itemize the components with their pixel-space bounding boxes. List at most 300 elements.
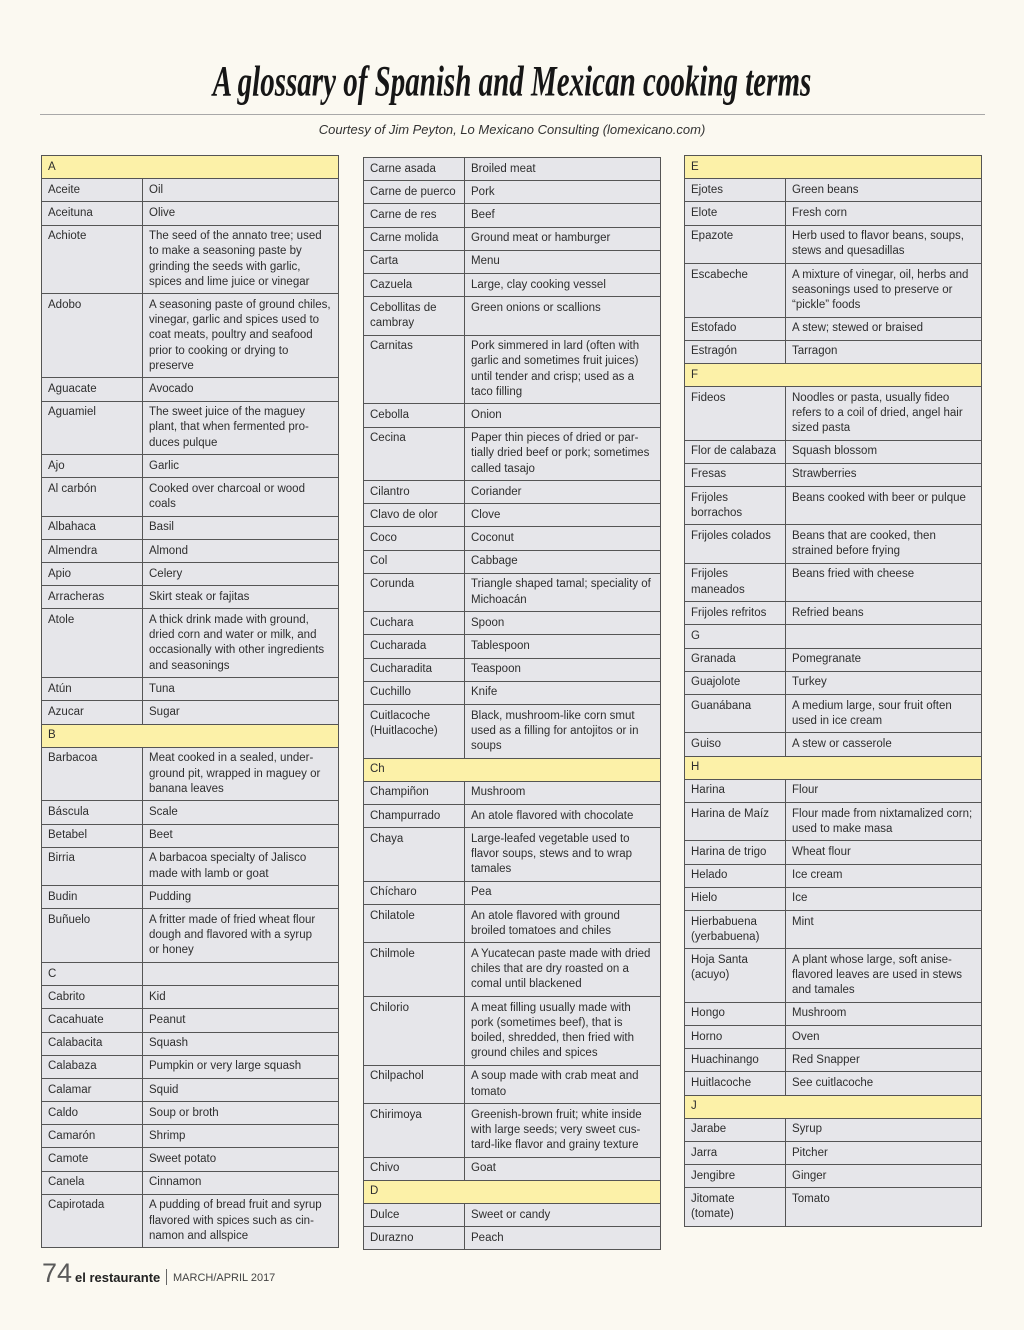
glossary-term: Cucharada [364,635,465,657]
letter-label: Ch [370,763,385,776]
glossary-definition: A medium large, sour fruit often used in ice cream [792,699,952,727]
glossary-term: Helado [685,865,786,887]
glossary-term: Harina de trigo [685,841,786,863]
glossary-row [685,441,981,464]
glossary-term: Hoja Santa (acuyo) [685,949,786,1002]
glossary-row [364,204,660,227]
glossary-definition: Herb used to flavor beans, soups, stews and quesadillas [792,230,964,258]
glossary-row [364,428,660,482]
glossary-row [42,886,338,909]
glossary-term: Chilmole [364,943,465,996]
glossary-row [42,825,338,848]
glossary-definition: An atole flavored with ground broiled tomatoes and chiles [471,909,620,937]
glossary-definition: Cinnamon [149,1176,202,1189]
glossary-term: Fideos [685,387,786,440]
glossary-definition: Mushroom [471,786,526,799]
glossary-row [42,226,338,295]
glossary-definition: Sweet or candy [471,1208,551,1221]
glossary-term: Cabrito [42,986,143,1008]
title-rule [40,114,985,115]
glossary-term: Jitomate (tomate) [685,1188,786,1225]
glossary-definition: Pomegranate [792,653,862,666]
glossary-definition: Pudding [149,890,192,903]
glossary-row [685,226,981,264]
glossary-row [364,574,660,612]
glossary-term: Al carbón [42,478,143,515]
glossary-row [685,341,981,364]
glossary-term: Chilorio [364,997,465,1065]
glossary-definition: Shrimp [149,1129,186,1142]
glossary-definition: A mixture of vinegar, oil, herbs and seasonings used to preserve or “pickle” foods [792,268,969,311]
glossary-definition: Flour [792,784,819,797]
glossary-row [42,678,338,701]
glossary-definition: A soup made with crab meat and tomato [471,1070,639,1098]
glossary-definition: Skirt steak or fajitas [149,590,250,603]
glossary-term: Fresas [685,464,786,486]
glossary-definition: Tomato [792,1192,830,1205]
glossary-definition: A seasoning paste of ground chiles, vinegar, garlic and spices used to coat meats, poultry and seafood prior to cooking or drying to preserve [149,298,331,372]
glossary-column-1 [41,155,339,1248]
glossary-row [364,1104,660,1158]
glossary-definition: A fritter made of fried wheat flour dough and flavored with a syrup or honey [149,913,316,957]
glossary-definition: Onion [471,408,502,421]
glossary-term: Guiso [685,733,786,755]
glossary-term: Aguacate [42,378,143,400]
glossary-row [685,1142,981,1165]
glossary-row [42,701,338,724]
glossary-term: Achiote [42,226,143,294]
glossary-definition: Celery [149,567,183,580]
glossary-definition: A plant whose large, soft anise- flavored leaves are used in stews and tamales [792,953,963,997]
glossary-row [364,805,660,828]
glossary-row [42,294,338,378]
glossary-definition [143,963,338,985]
glossary-row [364,1158,660,1181]
glossary-definition: Pork [471,185,495,198]
glossary-definition: Noodles or pasta, usually fideo refers to a coil of dried, angel hair sized pasta [792,391,963,435]
glossary-row [685,695,981,733]
glossary-row [42,609,338,678]
glossary-row [685,672,981,695]
glossary-term: Estofado [685,318,786,340]
glossary-row [685,780,981,803]
glossary-definition: Broiled meat [471,162,536,175]
glossary-row [364,181,660,204]
glossary-definition: Beans that are cooked, then strained before frying [792,530,936,558]
glossary-definition: Menu [471,255,500,268]
glossary-row [685,1072,981,1095]
glossary-row [364,1066,660,1104]
glossary-term: Jarra [685,1142,786,1164]
glossary-row [42,1056,338,1079]
glossary-row [364,635,660,658]
glossary-row [42,801,338,824]
glossary-term: Carta [364,251,465,273]
glossary-term: Horno [685,1026,786,1048]
glossary-row [685,202,981,225]
glossary-row [364,782,660,805]
glossary-term: Barbacoa [42,748,143,801]
glossary-row [685,179,981,202]
glossary-row [685,625,981,648]
glossary-definition: Soup or broth [149,1106,219,1119]
glossary-term: Guajolote [685,672,786,694]
glossary-definition: A thick drink made with ground, dried corn and water or milk, and occasionally with other ingredients and seasonings [149,614,325,672]
glossary-definition: Coriander [471,485,522,498]
glossary-definition: Basil [149,521,174,534]
glossary-definition: Ice cream [792,869,843,882]
glossary-row [42,517,338,540]
letter-label: E [691,160,699,173]
glossary-term: C [42,963,143,985]
glossary-row [42,986,338,1009]
glossary-term: Carne asada [364,158,465,180]
letter-header [364,1181,660,1204]
glossary-row [364,1204,660,1227]
glossary-definition: Tarragon [792,345,838,358]
glossary-row [42,748,338,802]
glossary-row [364,705,660,759]
glossary-definition: Garlic [149,459,180,472]
glossary-term: Coco [364,527,465,549]
glossary-definition: Squash [149,1037,189,1050]
glossary-term: Carnitas [364,336,465,404]
glossary-definition: Sweet potato [149,1153,217,1166]
glossary-row [42,1009,338,1032]
glossary-row [364,943,660,997]
publication-name: el restaurante [75,1270,161,1285]
glossary-row [364,527,660,550]
glossary-term: G [685,625,786,647]
glossary-row [364,551,660,574]
letter-header [42,156,338,179]
glossary-term: Capirotada [42,1195,143,1248]
letter-header [685,156,981,179]
issue-date: MARCH/APRIL 2017 [173,1272,276,1284]
letter-header [685,757,981,780]
page-number: 74 [42,1258,73,1288]
glossary-definition: Turkey [792,676,827,689]
glossary-definition: Beet [149,829,173,842]
glossary-definition: Teaspoon [471,663,521,676]
letter-label: H [691,761,700,774]
glossary-term: Estragón [685,341,786,363]
glossary-row [42,1172,338,1195]
glossary-row [42,1033,338,1056]
glossary-definition: Oven [792,1030,820,1043]
glossary-definition: Pitcher [792,1146,828,1159]
glossary-row [42,455,338,478]
glossary-row [42,963,338,986]
glossary-row [42,1102,338,1125]
glossary-term: Cacahuate [42,1009,143,1031]
glossary-term: Aceituna [42,202,143,224]
glossary-definition: Peanut [149,1013,186,1026]
glossary-term: Jarabe [685,1119,786,1141]
glossary-definition: Syrup [792,1123,823,1136]
glossary-row [685,1026,981,1049]
glossary-row [364,1227,660,1250]
glossary-term: Frijoles colados [685,525,786,562]
glossary-term: Corunda [364,574,465,611]
glossary-term: Frijoles refritos [685,602,786,624]
glossary-definition: Large-leafed vegetable used to flavor soups, stews and to wrap tamales [471,832,633,876]
glossary-term: Harina de Maíz [685,803,786,840]
glossary-definition: Squash blossom [792,445,878,458]
glossary-term: Chilatole [364,905,465,942]
glossary-row [685,318,981,341]
glossary-term: Calabaza [42,1056,143,1078]
glossary-definition: Flour made from nixtamalized corn; used to make masa [792,807,973,835]
glossary-row [685,525,981,563]
glossary-term: Cuitlacoche (Huitlacoche) [364,705,465,758]
glossary-definition: Green onions or scallions [471,301,601,314]
glossary-term: Camarón [42,1125,143,1147]
glossary-row [42,1148,338,1171]
glossary-term: Huachinango [685,1049,786,1071]
glossary-column-3 [684,155,982,1227]
glossary-definition: Pork simmered in lard (often with garlic and sometimes fruit juices) until tender and crisp; used as a taco filling [471,340,640,398]
glossary-row [685,1049,981,1072]
glossary-row [364,905,660,943]
glossary-definition: Avocado [149,382,194,395]
glossary-definition: Refried beans [792,606,864,619]
glossary-definition: A Yucatecan paste made with dried chiles that are dry roasted on a comal until blackened [471,947,651,991]
glossary-term: Cuchara [364,612,465,634]
glossary-column-2 [363,157,661,1250]
glossary-definition: Kid [149,990,166,1003]
letter-label: F [691,368,699,381]
glossary-term: Epazote [685,226,786,263]
glossary-row [364,274,660,297]
glossary-row [685,1188,981,1226]
glossary-row [685,464,981,487]
letter-header [685,1096,981,1119]
glossary-row [685,865,981,888]
glossary-row [685,841,981,864]
glossary-row [685,487,981,525]
glossary-term: Huitlacoche [685,1072,786,1094]
glossary-definition: An atole flavored with chocolate [471,809,634,822]
glossary-term: Elote [685,202,786,224]
glossary-row [364,297,660,335]
glossary-row [364,682,660,705]
glossary-row [685,1119,981,1142]
letter-label: J [691,1100,697,1113]
glossary-term: Aceite [42,179,143,201]
glossary-term: Calamar [42,1079,143,1101]
glossary-row [685,387,981,441]
glossary-term: Cebollitas de cambray [364,297,465,334]
glossary-term: Calabacita [42,1033,143,1055]
glossary-row [685,602,981,625]
glossary-row [42,478,338,516]
glossary-row [364,404,660,427]
glossary-term: Chícharo [364,882,465,904]
glossary-term: Carne de res [364,204,465,226]
glossary-term: Adobo [42,294,143,377]
glossary-row [42,179,338,202]
glossary-row [42,586,338,609]
glossary-term: Atole [42,609,143,677]
glossary-term: Ejotes [685,179,786,201]
glossary-term: Jengibre [685,1165,786,1187]
glossary-term: Frijoles maneados [685,564,786,601]
glossary-row [364,158,660,181]
glossary-term: Caldo [42,1102,143,1124]
glossary-term: Chaya [364,828,465,881]
glossary-term: Carne molida [364,228,465,250]
glossary-row [42,909,338,963]
glossary-definition: The sweet juice of the maguey plant, that when fermented pro- duces pulque [149,406,309,449]
glossary-term: Atún [42,678,143,700]
letter-label: A [48,160,56,173]
letter-label: D [370,1185,379,1198]
glossary-row [685,911,981,949]
glossary-definition: Pumpkin or very large squash [149,1060,302,1073]
glossary-term: Birria [42,848,143,885]
glossary-definition: Meat cooked in a sealed, under- ground pit, wrapped in maguey or banana leaves [149,752,321,795]
glossary-row [364,659,660,682]
glossary-term: Aguamiel [42,402,143,455]
glossary-term: Cucharadita [364,659,465,681]
glossary-definition: Knife [471,686,498,699]
glossary-definition: Fresh corn [792,206,847,219]
glossary-definition: Coconut [471,532,514,545]
glossary-term: Arracheras [42,586,143,608]
glossary-row [685,264,981,318]
glossary-term: Champiñon [364,782,465,804]
glossary-row [42,402,338,456]
glossary-term: Buñuelo [42,909,143,962]
glossary-term: Flor de calabaza [685,441,786,463]
glossary-definition: Ice [792,892,808,905]
glossary-term: Hongo [685,1003,786,1025]
footer-divider [166,1269,167,1285]
glossary-row [42,1195,338,1249]
glossary-definition: Sugar [149,706,180,719]
glossary-definition: Squid [149,1083,179,1096]
glossary-row [685,733,981,756]
glossary-row [42,202,338,225]
glossary-row [364,828,660,882]
glossary-term: Báscula [42,801,143,823]
glossary-term: Albahaca [42,517,143,539]
glossary-row [42,1125,338,1148]
glossary-row [685,1003,981,1026]
glossary-definition: Beans cooked with beer or pulque [792,491,966,504]
glossary-row [685,803,981,841]
glossary-term: Frijoles borrachos [685,487,786,524]
glossary-row [685,1165,981,1188]
glossary-row [364,612,660,635]
glossary-definition: A meat filling usually made with pork (sometimes beef), that is boiled, shredded, then fried with ground chiles and spices [471,1001,635,1060]
glossary-term: Clavo de olor [364,504,465,526]
glossary-term: Dulce [364,1204,465,1226]
glossary-term: Camote [42,1148,143,1170]
glossary-row [42,1079,338,1102]
credit-line: Courtesy of Jim Peyton, Lo Mexicano Consulting (lomexicano.com) [318,122,706,137]
glossary-row [685,949,981,1003]
glossary-term: Champurrado [364,805,465,827]
glossary-term: Ajo [42,455,143,477]
glossary-row [364,882,660,905]
letter-header [42,725,338,748]
glossary-definition: Oil [149,183,164,196]
glossary-definition: A stew; stewed or braised [792,322,924,335]
glossary-row [364,228,660,251]
glossary-definition: A barbacoa specialty of Jalisco made with lamb or goat [149,852,307,880]
glossary-definition: Ground meat or hamburger [471,232,611,245]
glossary-definition: Olive [149,206,176,219]
glossary-row [685,649,981,672]
glossary-definition: Red Snapper [792,1053,860,1066]
glossary-definition: Peach [471,1231,504,1244]
glossary-definition: Cooked over charcoal or wood coals [149,482,305,511]
page-title: A glossary of Spanish and Mexican cooking terms [212,58,812,106]
glossary-term: Azucar [42,701,143,723]
glossary-term: Betabel [42,825,143,847]
glossary-row [364,481,660,504]
glossary-definition: Mushroom [792,1007,847,1020]
glossary-row [364,504,660,527]
glossary-definition [786,625,981,647]
glossary-definition: A stew or casserole [792,737,892,750]
glossary-definition: Mint [792,915,814,928]
letter-header [685,364,981,387]
glossary-row [685,564,981,602]
glossary-definition: Scale [149,806,178,819]
letter-label: B [48,729,56,742]
glossary-definition: Goat [471,1162,496,1175]
glossary-definition: Strawberries [792,468,857,481]
glossary-definition: Ginger [792,1169,827,1182]
glossary-definition: Almond [149,544,188,557]
glossary-definition: Tablespoon [471,640,530,653]
glossary-term: Chivo [364,1158,465,1180]
glossary-definition: Greenish-brown fruit; white inside with large seeds; very sweet cus- tard-like flavor and grainy texture [471,1108,642,1152]
glossary-term: Apio [42,563,143,585]
glossary-term: Hielo [685,888,786,910]
glossary-term: Cebolla [364,404,465,426]
glossary-row [42,563,338,586]
glossary-term: Cazuela [364,274,465,296]
glossary-term: Canela [42,1172,143,1194]
glossary-definition: Green beans [792,183,859,196]
glossary-row [42,540,338,563]
glossary-row [685,888,981,911]
glossary-row [364,251,660,274]
glossary-term: Guanábana [685,695,786,732]
glossary-definition: Spoon [471,616,505,629]
glossary-definition: A pudding of bread fruit and syrup flavored with spices such as cin- namon and allspice [149,1199,322,1242]
glossary-term: Almendra [42,540,143,562]
glossary-definition: Paper thin pieces of dried or par- tially dried beef or pork; sometimes called tasajo [471,432,650,475]
letter-header [364,759,660,782]
glossary-row [42,378,338,401]
glossary-definition: Triangle shaped tamal; speciality of Michoacán [471,578,651,606]
glossary-term: Cuchillo [364,682,465,704]
glossary-row [364,336,660,405]
glossary-term: Chilpachol [364,1066,465,1103]
glossary-term: Cilantro [364,481,465,503]
glossary-term: Durazno [364,1227,465,1249]
glossary-term: Hierbabuena (yerbabuena) [685,911,786,948]
glossary-term: Cecina [364,428,465,481]
glossary-definition: Wheat flour [792,845,851,858]
glossary-term: Escabeche [685,264,786,317]
glossary-definition: Beans fried with cheese [792,568,915,581]
